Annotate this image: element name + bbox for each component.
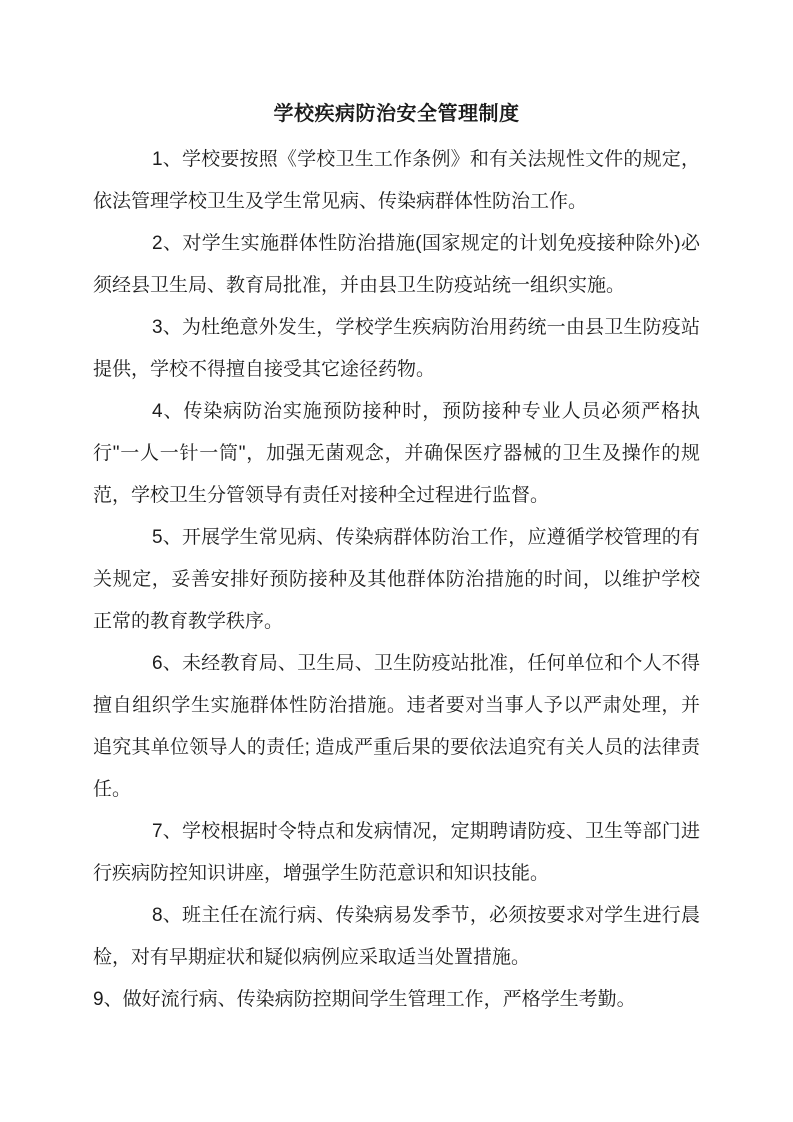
paragraph-2: 2、对学生实施群体性防治措施(国家规定的计划免疫接种除外)必须经县卫生局、教育局批准，并由县卫生防疫站统一组织实施。 xyxy=(93,233,700,296)
paragraph-5: 5、开展学生常见病、传染病群体防治工作，应遵循学校管理的有关规定，妥善安排好预防接种及其他群体防治措施的时间，以维护学校正常的教育教学秩序。 xyxy=(93,527,700,632)
document-title: 学校疾病防治安全管理制度 xyxy=(273,103,520,125)
paragraph-8: 8、班主任在流行病、传染病易发季节，必须按要求对学生进行晨检，对有早期症状和疑似病例应采取适当处置措施。 xyxy=(93,905,700,968)
paragraph-7: 7、学校根据时令特点和发病情况，定期聘请防疫、卫生等部门进行疾病防控知识讲座，增强学生防范意识和知识技能。 xyxy=(93,821,700,884)
paragraph-4: 4、传染病防治实施预防接种时，预防接种专业人员必须严格执行"一人一针一筒"，加强无菌观念，并确保医疗器械的卫生及操作的规范，学校卫生分管领导有责任对接种全过程进行监督。 xyxy=(93,401,700,506)
document-body xyxy=(93,139,700,1021)
paragraph-6: 6、未经教育局、卫生局、卫生防疫站批准，任何单位和个人不得擅自组织学生实施群体性防治措施。违者要对当事人予以严肃处理，并追究其单位领导人的责任; 造成严重后果的要依法追究有关人员的法律责任。 xyxy=(93,653,700,800)
paragraph-9: 9、做好流行病、传染病防控期间学生管理工作，严格学生考勤。 xyxy=(93,989,636,1010)
paragraph-3: 3、为杜绝意外发生，学校学生疾病防治用药统一由县卫生防疫站提供，学校不得擅自接受其它途径药物。 xyxy=(93,317,700,380)
paragraph-1: 1、学校要按照《学校卫生工作条例》和有关法规性文件的规定，依法管理学校卫生及学生常见病、传染病群体性防治工作。 xyxy=(93,149,700,212)
